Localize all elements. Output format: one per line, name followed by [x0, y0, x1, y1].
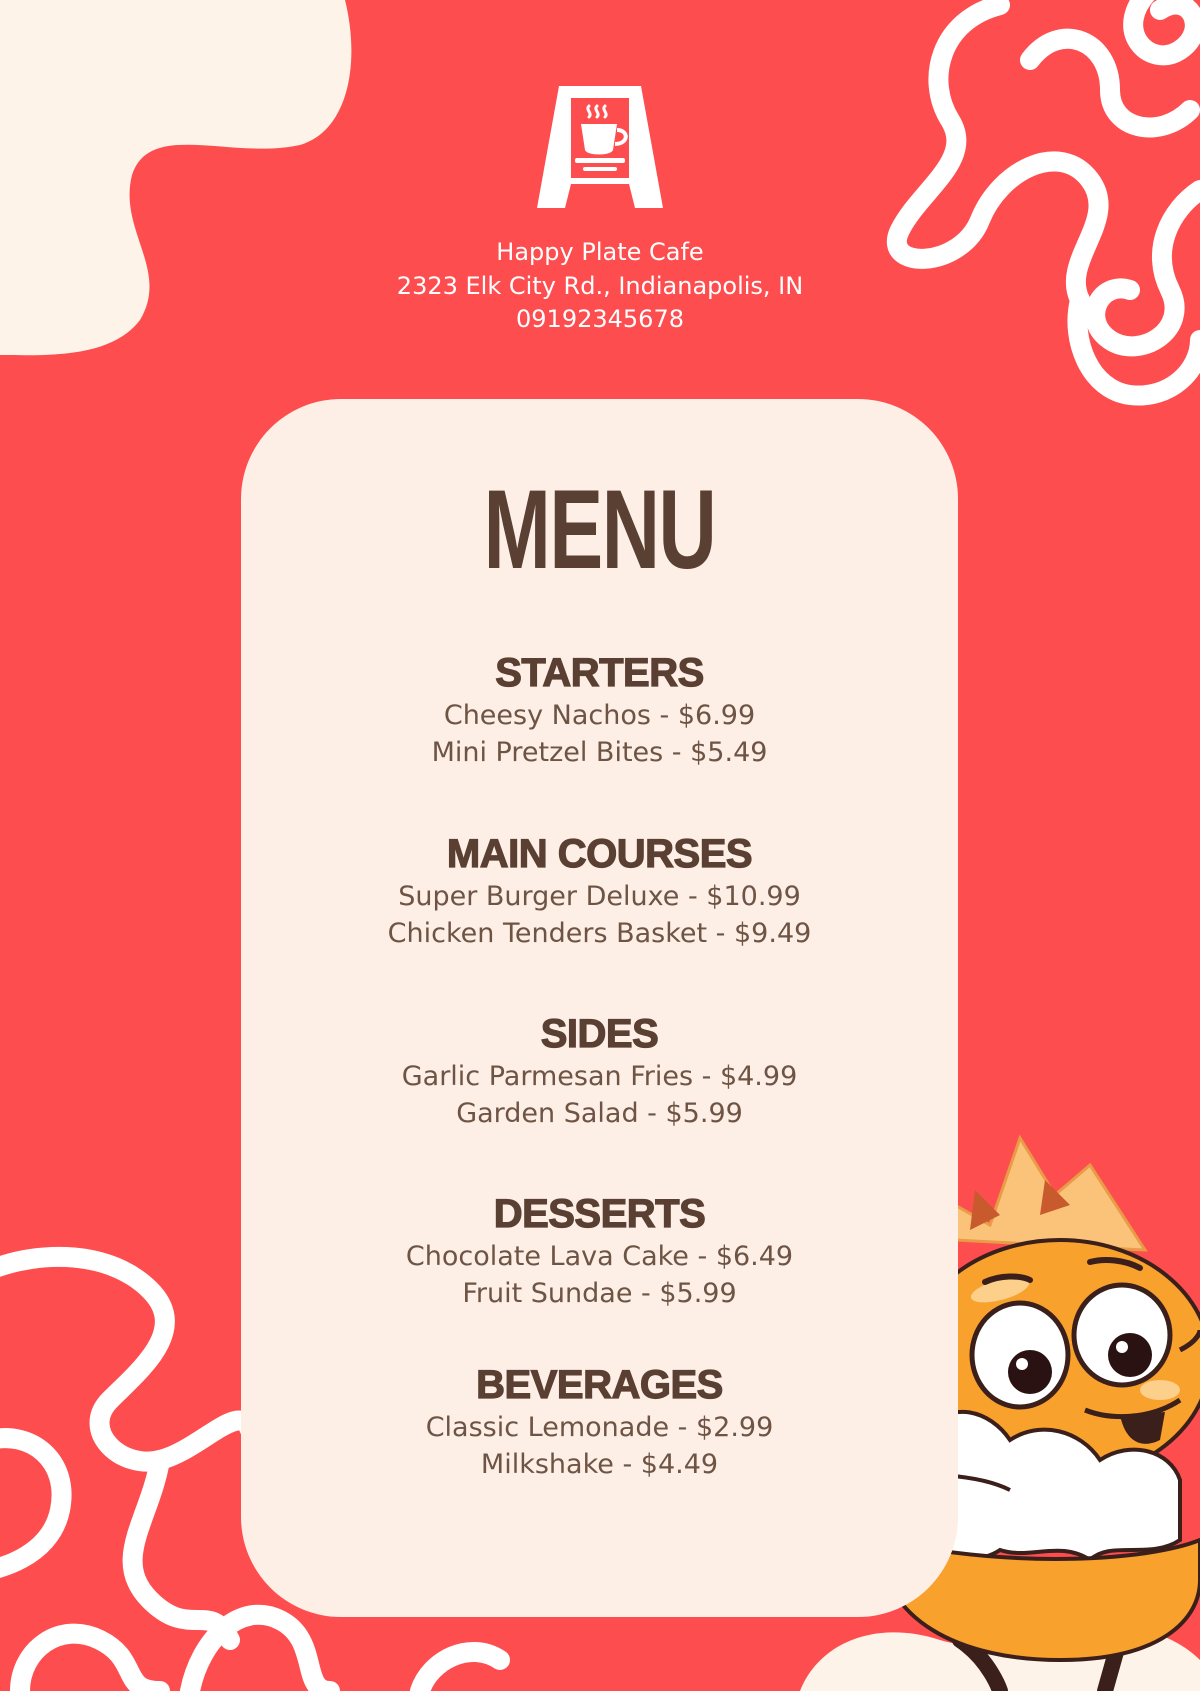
- cream-blob-top-left: [0, 0, 351, 355]
- menu-item: Super Burger Deluxe - $10.99: [398, 881, 801, 912]
- menu-item: Milkshake - $4.49: [480, 1449, 719, 1480]
- section-title: STARTERS: [495, 651, 704, 695]
- section-title: MAIN COURSES: [446, 832, 753, 876]
- menu-item: Garlic Parmesan Fries - $4.99: [401, 1061, 798, 1092]
- menu-title: MENU: [483, 467, 716, 592]
- cafe-sign-coffee-cup-icon: [537, 86, 663, 208]
- menu-item: Fruit Sundae - $5.99: [462, 1278, 737, 1309]
- menu-item: Chocolate Lava Cake - $6.49: [405, 1241, 794, 1272]
- section-title: DESSERTS: [493, 1192, 706, 1236]
- cafe-phone: 09192345678: [516, 305, 684, 333]
- section-main-courses: [241, 830, 958, 952]
- cafe-address: 2323 Elk City Rd., Indianapolis, IN: [396, 271, 804, 300]
- cafe-info: [300, 236, 900, 337]
- section-sides: [241, 1010, 958, 1132]
- menu-item: Mini Pretzel Bites - $5.49: [431, 737, 768, 768]
- section-title: SIDES: [540, 1012, 659, 1056]
- section-desserts: [241, 1190, 958, 1312]
- section-beverages: [241, 1361, 958, 1483]
- section-title: BEVERAGES: [476, 1363, 723, 1407]
- section-starters: [241, 649, 958, 771]
- menu-item: Classic Lemonade - $2.99: [425, 1412, 774, 1443]
- cafe-name: Happy Plate Cafe: [496, 238, 704, 266]
- menu-item: Garden Salad - $5.99: [456, 1098, 743, 1129]
- menu-item: Chicken Tenders Basket - $9.49: [387, 918, 812, 949]
- menu-item: Cheesy Nachos - $6.99: [443, 700, 756, 731]
- squiggle-top-right: [897, 0, 1200, 396]
